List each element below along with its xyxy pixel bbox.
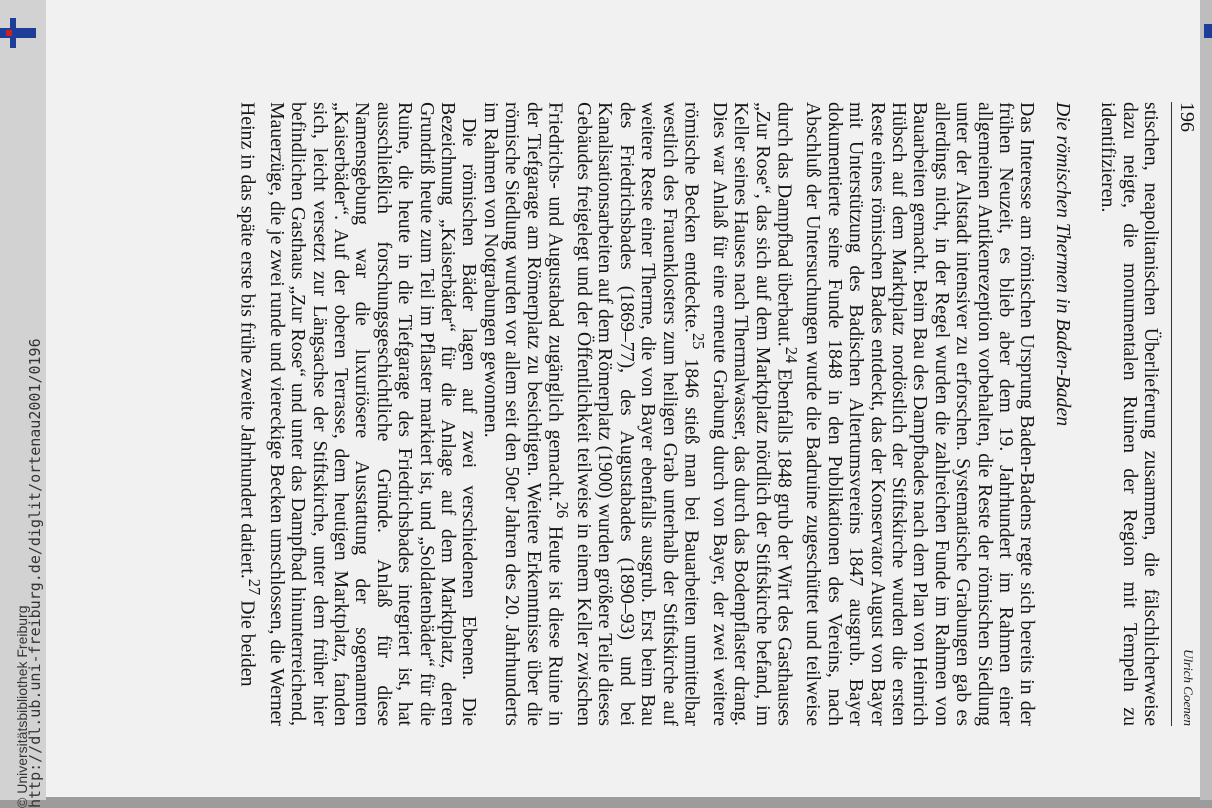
viewer-right-margin — [1200, 0, 1212, 800]
footnote-ref-25: 25 — [688, 332, 708, 350]
copyright-notice: © Universitätsbibliothek Freiburg — [14, 605, 30, 808]
page-content — [96, 102, 1199, 726]
footnote-ref-26: 26 — [552, 501, 572, 519]
viewer-left-margin — [0, 0, 46, 808]
page-header — [1171, 102, 1199, 726]
p2-text-a: Die römischen Bäder lagen auf zwei verschiedenen Ebenen. Die Bezeichnung „Kaiserbäder“ für die Anlage auf dem Marktplatz, deren Grundriß heute zum Teil im Pflaster markiert ist, und „Soldatenbäder“ für die Ruine, die heute in die Tiefgarage des Friedrichsbades integriert ist, hat ausschließlich forschungsgeschichtliche Gründe. Anlaß für diese Namensgebung war die luxuriösere Ausstattung der sogenannten „Kaiserbäder“. Auf der oberen Terrasse, dem heutigen Marktplatz, fanden sich, leicht versetzt zur Längsachse der Stiftskirche, unter dem früher hier befindlichen Gasthaus „Zur Rose“ und unter das Dampfbad hinunterreichend, Mauerzüge, die je zwei runde und viereckige Becken umschlossen, die Werner Heinz in das späte erste bis frühe zweite Jahrhundert datiert. — [236, 102, 481, 726]
p1-text-c: 1846 stieß man bei Bauarbeiten unmittelbar westlich des Frauenklosters zum heiligen Grab unterhalb der Stiftskirche auf weitere Reste einer Therme, die von Bayer ebenfalls ausgrub. Erst beim Bau des Friedrichsbades (1869–77), des Augustabades (1890–93) und bei Kanalisationsarbeiten auf dem Römerplatz (1900) wurden größere Teile dieses Gebäudes freigelegt und der Öffentlichkeit teilweise in einem Keller zwischen Friedrichs- und Augustabad zugänglich gemacht. — [544, 102, 703, 726]
viewer-mark-icon — [1204, 24, 1212, 38]
intro-paragraph: stischen, neapolitanischen Überlieferung zusammen, die fälschlicherweise dazu neigte, die monumentalen Ruinen der Region mit Tempeln zu identifizieren. — [1097, 102, 1162, 726]
p1-text-b: Ebenfalls 1848 grub der Wirt des Gasthauses „Zur Rose“, das sich auf dem Marktplatz nördlich der Stiftskirche befand, im Keller seines Hauses nach Thermalwasser, das durch das Bodenpflaster drang. Dies war Anlaß für eine erneute Grabung durch von Bayer, der zwei weitere römische Becken entdeckte. — [680, 102, 796, 726]
viewer-logo-icon — [0, 18, 36, 48]
running-head-author: Ulrich Coenen — [1181, 649, 1197, 726]
scanned-page — [46, 0, 1200, 797]
body-paragraph-2 — [236, 102, 479, 726]
p1-text-a: Das Interesse am römischen Ursprung Baden-Badens regte sich bereits in der frühen Neuzeit, es blieb aber dem 19. Jahrhundert im Rahmen einer allgemeinen Antikenrezeption vorbehalten, die Reste der römischen Siedlung unter der Altstadt intensiver zu erforschen. Systematische Grabungen gab es allerdings nicht, in der Regel wurden die zahlreichen Funde im Rahmen von Bauarbeiten gemacht. Beim Bau des Dampfbades nach dem Plan von Heinrich Hübsch auf dem Marktplatz nordöstlich der Stiftskirche wurden die ersten Reste eines römischen Bades entdeckt, das der Konservator August von Bayer mit Unterstützung des Badischen Altertumsvereins 1847 ausgrub. Bayer dokumentierte seine Funde 1848 in den Publikationen des Vereins, nach Abschluß der Untersuchungen wurde die Badruine zugeschüttet und teilweise durch das Dampfbad überbaut. — [773, 102, 1039, 726]
section-heading: Die römischen Thermen in Baden-Baden — [1051, 102, 1074, 427]
footnote-ref-24: 24 — [781, 346, 801, 364]
p1-text-d: Heute ist diese Ruine in der Tiefgarage am Römerplatz zu besichtigen. Weitere Erkenntnisse über die römische Siedlung wurden vor allem seit den 50er Jahren des 20. Jahrhunderts im Rahmen von Notgrabungen gewonnen. — [479, 102, 567, 726]
body-paragraph-1 — [479, 102, 1037, 726]
page-number: 196 — [1176, 102, 1199, 132]
footnote-ref-27: 27 — [245, 578, 265, 596]
document-url[interactable]: http://dl.ub.uni-freiburg.de/diglit/ortenau2001/0196 — [26, 338, 44, 808]
p2-text-b: Die beiden — [236, 595, 259, 687]
